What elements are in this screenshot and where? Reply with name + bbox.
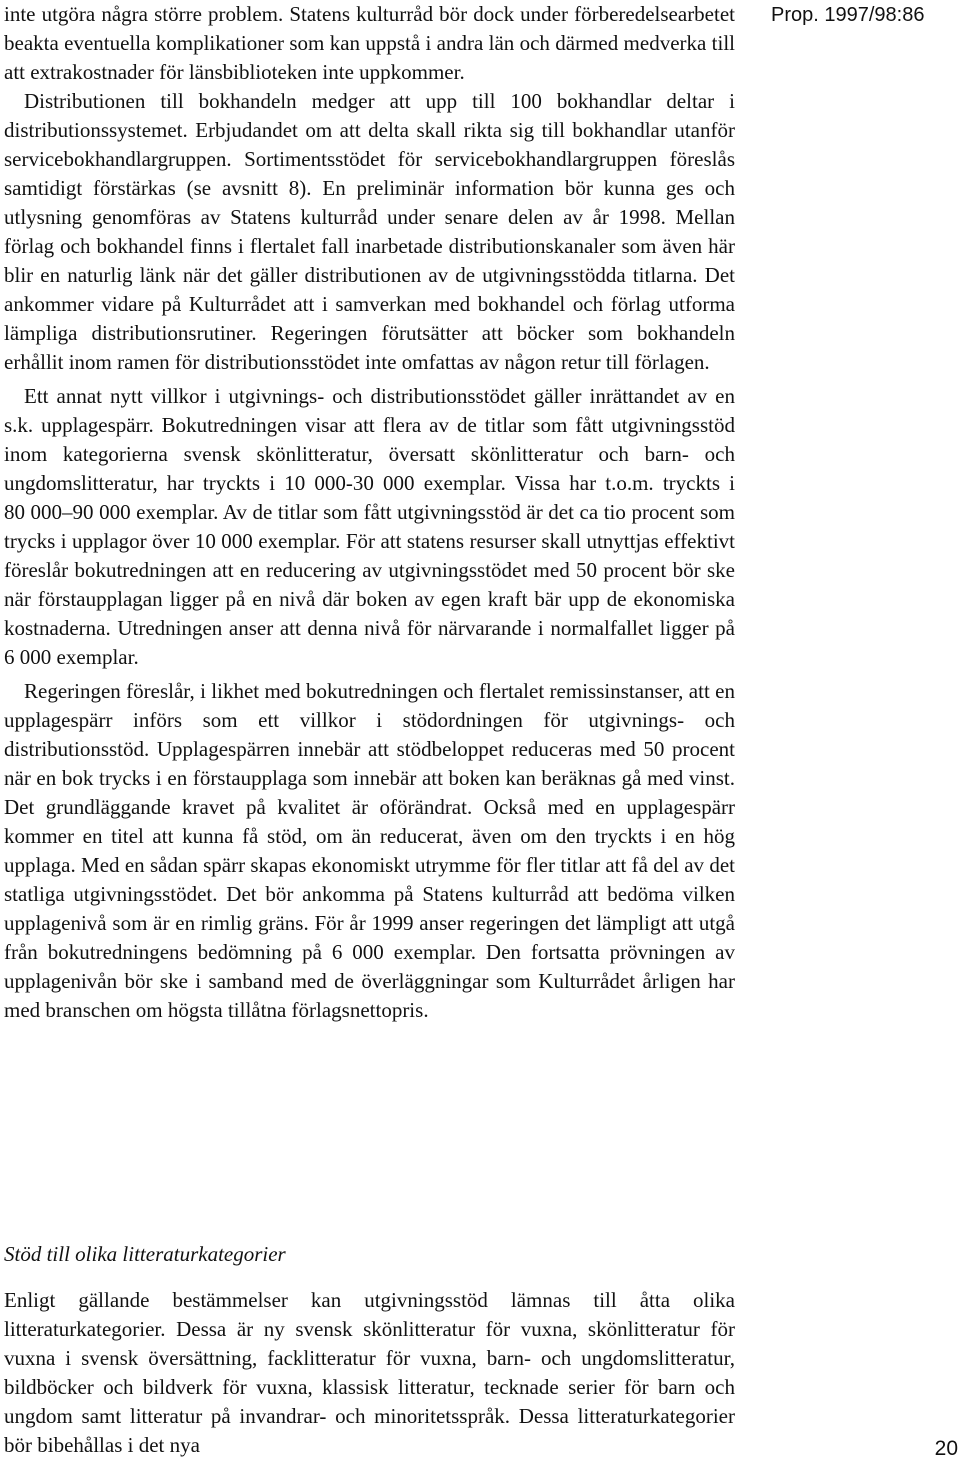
- body-text: [4, 0, 735, 1025]
- section-heading: Stöd till olika litteraturkategorier: [4, 1242, 286, 1266]
- paragraph-intro: inte utgöra några större problem. Statens kulturråd bör dock under förberedelsearbetet beakta eventuella komplikationer som kan uppstå i andra län och därmed medverka till att extrakostnader för länsbiblioteken inte uppkommer.: [4, 2, 735, 84]
- proposition-reference: Prop. 1997/98:86: [771, 4, 925, 26]
- paragraph-litteraturkategorier: Enligt gällande bestämmelser kan utgivningsstöd lämnas till åtta olika litteraturkategorier. Dessa är ny svensk skönlitteratur för vuxna, skönlitteratur för vuxna i svensk översättning, facklitteratur för vuxna, barn- och ungdomslitteratur, bildböcker och bildverk för vuxna, klassisk litteratur, tecknade serier för barn och ungdom samt litteratur på invandrar- och minoritetsspråk. Dessa litteraturkategorier bör bibehållas i det nya: [4, 1288, 735, 1457]
- paragraph-regeringen-foreslar: Regeringen föreslår, i likhet med bokutredningen och flertalet remissinstanser, att en upplagespärr införs som ett villkor i stödordningen för utgivnings- och distributionsstöd. Upplagespärren innebär att stödbeloppet reduceras med 50 procent när en bok trycks i en förstaupplaga som innebär att boken kan beräknas gå med vinst. Det grundläggande kravet på kvalitet är oförändrat. Också med en upplagespärr kommer en titel att kunna få stöd, om än reducerat, även om den tryckts i en hög upplaga. Med en sådan spärr skapas ekonomiskt utrymme för fler titlar att få del av det statliga utgivningsstödet. Det bör ankomma på Statens kulturråd att bedöma vilken upplagenivå som är en rimlig gräns. För år 1999 anser regeringen det lämpligt att utgå från bokutredningens bedömning på 6 000 exemplar. Den fortsatta prövningen av upplagenivån bör ske i samband med de överläggningar som Kulturrådet årligen har med branschen om högsta tillåtna förlagsnettopris.: [4, 679, 735, 1022]
- paragraph-distribution: Distributionen till bokhandeln medger att upp till 100 bokhandlar deltar i distributionssystemet. Erbjudandet om att delta skall rikta sig till bokhandlar utanför servicebokhandlargruppen. Sortimentsstödet för servicebokhandlargruppen föreslås samtidigt förstärkas (se avsnitt 8). En preliminär information bör kunna ges och utlysning genomföras av Statens kulturråd under senare delen av år 1998. Mellan förlag och bokhandel finns i flertalet fall inarbetade distributionskanaler som även här blir en naturlig länk när det gäller distributionen av de utgivningsstödda titlarna. Det ankommer vidare på Kulturrådet att i samverkan med bokhandel och förlag utforma lämpliga distributionsrutiner. Regeringen förutsätter att böcker som bokhandeln erhållit inom ramen för distributionsstödet inte omfattas av någon retur till förlagen.: [4, 89, 735, 374]
- section-body: [4, 1286, 735, 1460]
- paragraph-upplagesparr-intro: Ett annat nytt villkor i utgivnings- och distributionsstödet gäller inrättandet av en s.k. upplagespärr. Bokutredningen visar att flera av de titlar som fått utgivningsstöd inom kategorierna svensk skönlitteratur, översatt skönlitteratur och barn- och ungdomslitteratur, har tryckts i 10 000-30 000 exemplar. Vissa har t.o.m. tryckts i 80 000–90 000 exemplar. Av de titlar som fått utgivningsstöd är det ca tio procent som trycks i upplagor över 10 000 exemplar. För att statens resurser skall utnyttjas effektivt föreslår bokutredningen att en reducering av utgivningsstödet med 50 procent bör ske när förstaupplagan ligger på en nivå där boken av egen kraft bär upp de ekonomiska kostnaderna. Utredningen anser att denna nivå för närvarande i normalfallet ligger på 6 000 exemplar.: [4, 384, 735, 669]
- page-number: 20: [934, 1437, 958, 1460]
